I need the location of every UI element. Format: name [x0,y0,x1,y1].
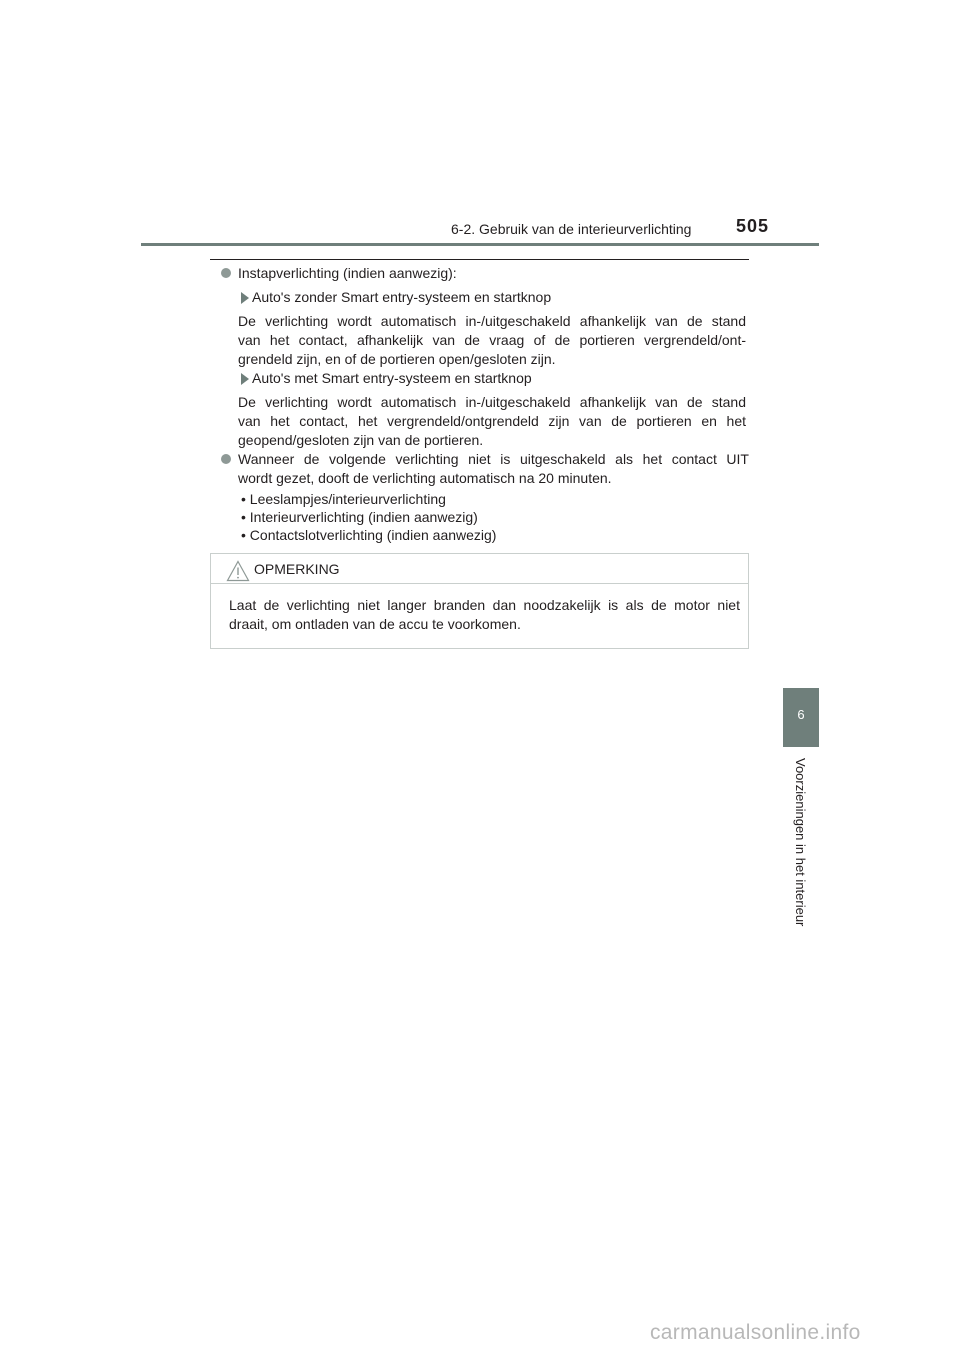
bullet-text [238,450,749,488]
sub-heading-text: Auto's zonder Smart entry-systeem en startknop [252,289,552,305]
content-top-rule [210,259,749,260]
paragraph-without-smart-entry [238,312,746,369]
paragraph-line: geopend/gesloten zijn van de portieren. [238,432,484,448]
chapter-number: 6 [797,707,805,722]
notice-text [229,596,740,634]
arrow-right-icon [241,292,249,304]
bullet-line: wordt gezet, dooft de verlichting automatisch na 20 minuten. [238,470,612,486]
watermark: carmanualsonline.info [650,1321,861,1344]
bullet-line: Wanneer de volgende verlichting niet is uitgeschakeld als het contact UIT [238,451,749,467]
bullet-dot-icon [221,454,231,464]
notice-line: draait, om ontladen van de accu te voorkomen. [229,616,521,632]
bullet-title: Instapverlichting (indien aanwezig): [238,265,457,281]
list-item: • Interieurverlichting (indien aanwezig) [241,509,478,525]
paragraph-line: grendeld zijn, en of de portieren open/gesloten zijn. [238,351,556,367]
chapter-tab [783,688,819,747]
notice-title: OPMERKING [254,561,340,577]
header-rule [141,243,819,246]
paragraph-line: van het contact, afhankelijk van de vraag of de portieren vergrendeld/ont- [238,332,746,348]
list-item: • Contactslotverlichting (indien aanwezig) [241,527,497,543]
section-title: 6-2. Gebruik van de interieurverlichting [451,221,692,237]
paragraph-line: De verlichting wordt automatisch in-/uitgeschakeld afhankelijk van de stand [238,313,746,329]
notice-divider [211,583,748,584]
sub-heading-text: Auto's met Smart entry-systeem en startknop [252,370,532,386]
notice-box [210,553,749,649]
paragraph-line: De verlichting wordt automatisch in-/uitgeschakeld afhankelijk van de stand [238,394,746,410]
chapter-side-label: Voorzieningen in het interieur [793,758,808,927]
paragraph-with-smart-entry [238,393,746,450]
warning-triangle-icon [226,560,250,582]
page-number: 505 [736,216,770,236]
list-item: • Leeslampjes/interieurverlichting [241,491,446,507]
arrow-right-icon [241,373,249,385]
paragraph-line: van het contact, het vergrendeld/ontgrendeld zijn van de portieren en het [238,413,746,429]
bullet-dot-icon [221,268,231,278]
notice-line: Laat de verlichting niet langer branden dan noodzakelijk is als de motor niet [229,597,740,613]
